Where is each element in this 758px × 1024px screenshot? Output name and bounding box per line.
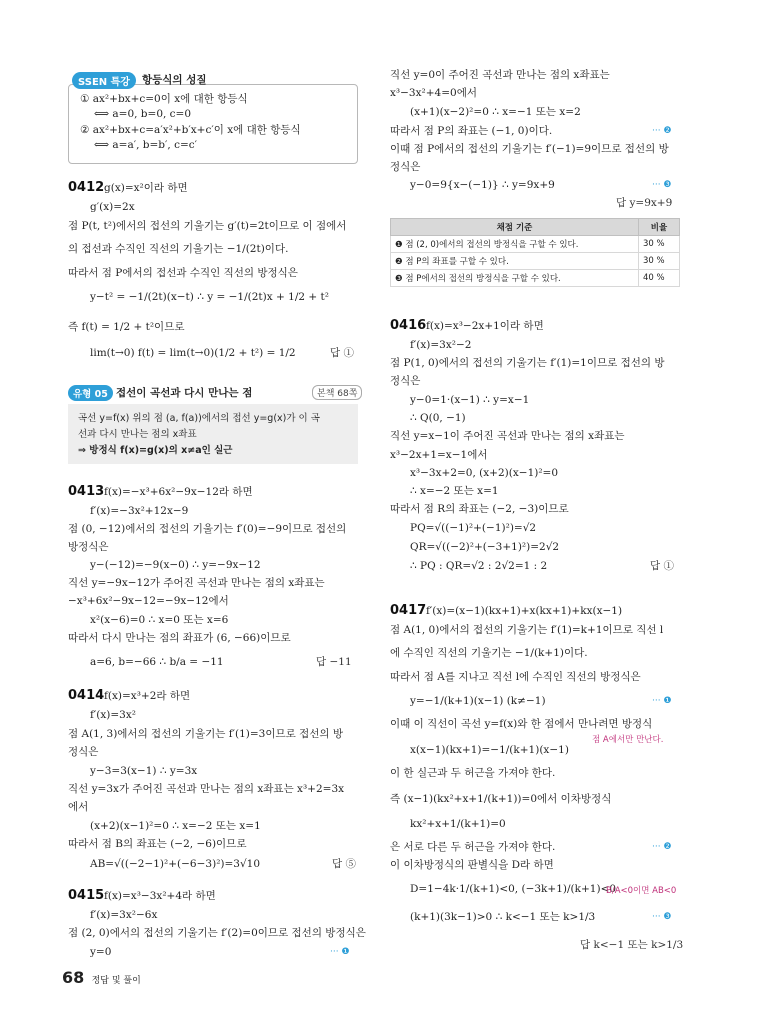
- solution-line: y−0=1·(x−1) ∴ y=x−1: [410, 394, 530, 406]
- page-number: 68: [62, 968, 85, 987]
- solution-line: x³−3x+2=0, (x+2)(x−1)²=0: [410, 467, 559, 479]
- solution-line: f′(x)=3x²−6x: [90, 909, 158, 921]
- problem-number: 0416: [390, 318, 427, 333]
- solution-line: f(x)=x³+2라 하면: [104, 690, 191, 702]
- solution-line: 점 P(1, 0)에서의 접선의 기울기는 f′(1)=1이므로 접선의 방: [390, 357, 665, 369]
- page-footer: [62, 968, 141, 987]
- solution-line: 의 접선과 수직인 직선의 기울기는 −1/(2t)이다.: [68, 243, 289, 255]
- grading-criterion: ❶ 점 (2, 0)에서의 접선의 방정식을 구할 수 있다.: [391, 236, 639, 253]
- summary-line: ⇒ 방정식 f(x)=g(x)의 x≠a인 실근: [78, 445, 233, 456]
- solution-line: 에서: [68, 801, 89, 813]
- solution-line: 정식은: [68, 746, 99, 758]
- solution-line: QR=√((−2)²+(−3+1)²)=2√2: [410, 541, 560, 553]
- summary-line: 곡선 y=f(x) 위의 점 (a, f(a))에서의 접선 y=g(x)가 이 곡: [78, 413, 320, 424]
- solution-line: f(x)=x³−2x+1이라 하면: [426, 320, 544, 332]
- grading-header-ratio: 비율: [639, 219, 680, 236]
- solution-line: 정식은: [390, 161, 421, 173]
- step-marker: ··· ❷: [652, 126, 672, 136]
- solution-line: ∴ PQ : QR=√2 : 2√2=1 : 2: [410, 560, 548, 572]
- grading-header-criterion: 채점 기준: [391, 219, 639, 236]
- solution-line: 점 (2, 0)에서의 접선의 기울기는 f′(2)=0이므로 접선의 방정식은: [68, 927, 366, 939]
- solution-line: 점 P(t, t²)에서의 접선의 기울기는 g′(t)=2t이므로 이 점에서: [68, 220, 347, 232]
- annotation-note: B/A<0이면 AB<0: [606, 886, 677, 896]
- answer: 답 ①: [330, 347, 354, 359]
- solution-line: x³−3x²+4=0에서: [390, 87, 477, 99]
- solution-line: 점 A(1, 0)에서의 접선의 기울기는 f′(1)=k+1이므로 직선 l: [390, 624, 664, 636]
- solution-line: 따라서 점 A를 지나고 직선 l에 수직인 직선의 방정식은: [390, 671, 641, 683]
- grading-ratio: 30 %: [639, 253, 680, 270]
- solution-line: 이 한 실근과 두 허근을 가져야 한다.: [390, 767, 556, 779]
- solution-line: ∴ x=−2 또는 x=1: [410, 485, 499, 497]
- solution-line: 따라서 다시 만나는 점의 좌표가 (6, −66)이므로: [68, 632, 291, 644]
- ssen-line: ⟺ a=a′, b=b′, c=c′: [94, 139, 198, 151]
- solution-line: 직선 y=−9x−12가 주어진 곡선과 만나는 점의 x좌표는: [68, 577, 325, 589]
- step-marker: ··· ❷: [652, 842, 672, 852]
- problem-number: 0413: [68, 484, 105, 499]
- solution-line: 이 이차방정식의 판별식을 D라 하면: [390, 859, 554, 871]
- step-marker: ··· ❶: [330, 947, 350, 957]
- solution-line: 즉 (x−1)(kx²+x+1/(k+1))=0에서 이차방정식: [390, 793, 612, 805]
- solution-line: 따라서 점 B의 좌표는 (−2, −6)이므로: [68, 838, 247, 850]
- solution-line: 점 (0, −12)에서의 접선의 기울기는 f′(0)=−9이므로 접선의: [68, 523, 347, 535]
- solution-line: 직선 y=0이 주어진 곡선과 만나는 점의 x좌표는: [390, 69, 610, 81]
- table-row: [391, 253, 680, 270]
- solution-line: y=−1/(k+1)(x−1) (k≠−1): [410, 695, 546, 707]
- solution-line: y−(−12)=−9(x−0) ∴ y=−9x−12: [90, 559, 261, 571]
- step-marker: ··· ❶: [652, 696, 672, 706]
- ssen-line: ① ax²+bx+c=0이 x에 대한 항등식: [80, 93, 248, 105]
- solution-line: g′(x)=2x: [90, 201, 135, 213]
- answer: 답 y=9x+9: [616, 197, 673, 209]
- solution-line: 직선 y=x−1이 주어진 곡선과 만나는 점의 x좌표는: [390, 430, 625, 442]
- grading-ratio: 30 %: [639, 236, 680, 253]
- reference-tag: 본책 68쪽: [312, 385, 362, 400]
- solution-line: 따라서 점 P에서의 접선과 수직인 직선의 방정식은: [68, 267, 298, 279]
- answer: 답 k<−1 또는 k>1/3: [580, 939, 684, 951]
- ssen-title: 항등식의 성질: [142, 74, 207, 86]
- solution-line: 에 수직인 직선의 기울기는 −1/(k+1)이다.: [390, 647, 588, 659]
- step-marker: ··· ❸: [652, 180, 672, 190]
- solution-line: 이때 이 직선이 곡선 y=f(x)와 한 점에서 만나려면 방정식: [390, 718, 653, 730]
- solution-line: (x+2)(x−1)²=0 ∴ x=−2 또는 x=1: [90, 820, 261, 832]
- solution-line: (x+1)(x−2)²=0 ∴ x=−1 또는 x=2: [410, 106, 581, 118]
- solution-line: (k+1)(3k−1)>0 ∴ k<−1 또는 k>1/3: [410, 911, 596, 923]
- solution-line: x(x−1)(kx+1)=−1/(k+1)(x−1): [410, 744, 569, 756]
- solution-line: D=1−4k·1/(k+1)<0, (−3k+1)/(k+1)<0: [410, 883, 617, 895]
- problem-number: 0417: [390, 603, 427, 618]
- grading-table: [390, 218, 680, 287]
- solution-line: y−3=3(x−1) ∴ y=3x: [90, 765, 198, 777]
- solution-line: 정식은: [390, 375, 421, 387]
- table-row: [391, 236, 680, 253]
- footer-label: 정답 및 풀이: [91, 976, 141, 986]
- solution-line: x³−2x+1=x−1에서: [390, 449, 488, 461]
- solution-line: y−t² = −1/(2t)(x−t) ∴ y = −1/(2t)x + 1/2 + t²: [90, 291, 329, 303]
- solution-line: 방정식은: [68, 541, 109, 553]
- solution-line: 따라서 점 R의 좌표는 (−2, −3)이므로: [390, 503, 569, 515]
- solution-line: f′(x)=3x²: [90, 709, 136, 721]
- solution-line: f′(x)=3x²−2: [410, 339, 472, 351]
- ssen-line: ② ax²+bx+c=a′x²+b′x+c′이 x에 대한 항등식: [80, 124, 301, 136]
- grading-criterion: ❷ 점 P의 좌표를 구할 수 있다.: [391, 253, 639, 270]
- solution-line: 은 서로 다른 두 허근을 가져야 한다.: [390, 841, 556, 853]
- solution-line: g(x)=x²이라 하면: [104, 182, 188, 194]
- grading-criterion: ❸ 점 P에서의 접선의 방정식을 구할 수 있다.: [391, 270, 639, 287]
- solution-line: f(x)=x³−3x²+4라 하면: [104, 890, 216, 902]
- solution-line: PQ=√((−1)²+(−1)²)=√2: [410, 522, 537, 534]
- grading-ratio: 40 %: [639, 270, 680, 287]
- step-marker: ··· ❸: [652, 912, 672, 922]
- answer: 답 ①: [650, 560, 674, 572]
- summary-line: 선과 다시 만나는 점의 x좌표: [78, 429, 197, 440]
- annotation-note: 점 A에서만 만난다.: [592, 735, 664, 745]
- solution-line: x²(x−6)=0 ∴ x=0 또는 x=6: [90, 614, 229, 626]
- solution-line: −x³+6x²−9x−12=−9x−12에서: [68, 595, 229, 607]
- solution-line: 이때 점 P에서의 접선의 기울기는 f′(−1)=9이므로 접선의 방: [390, 143, 669, 155]
- ssen-line: ⟺ a=0, b=0, c=0: [94, 108, 192, 120]
- type-title: 접선이 곡선과 다시 만나는 점: [116, 387, 253, 399]
- solution-line: f′(x)=(x−1)(kx+1)+x(kx+1)+kx(x−1): [426, 605, 623, 617]
- solution-line: kx²+x+1/(k+1)=0: [410, 818, 506, 830]
- type-badge: 유형 05: [68, 385, 113, 401]
- solution-line: ∴ Q(0, −1): [410, 412, 466, 424]
- problem-number: 0414: [68, 688, 105, 703]
- ssen-badge: SSEN 특강: [72, 72, 136, 89]
- problem-number: 0415: [68, 888, 105, 903]
- problem-number: 0412: [68, 180, 105, 195]
- solution-line: a=6, b=−66 ∴ b/a = −11: [90, 656, 224, 668]
- answer: 답 −11: [316, 656, 352, 668]
- table-row: [391, 270, 680, 287]
- solution-line: f′(x)=−3x²+12x−9: [90, 505, 189, 517]
- solution-line: y−0=9{x−(−1)} ∴ y=9x+9: [410, 179, 555, 191]
- solution-line: AB=√((−2−1)²+(−6−3)²)=3√10: [90, 858, 261, 870]
- solution-line: 점 A(1, 3)에서의 접선의 기울기는 f′(1)=3이므로 접선의 방: [68, 728, 344, 740]
- solution-line: f(x)=−x³+6x²−9x−12라 하면: [104, 486, 253, 498]
- solution-line: lim(t→0) f(t) = lim(t→0)(1/2 + t²) = 1/2: [90, 347, 296, 359]
- solution-line: 즉 f(t) = 1/2 + t²이므로: [68, 321, 185, 333]
- solution-line: 직선 y=3x가 주어진 곡선과 만나는 점의 x좌표는 x³+2=3x: [68, 783, 345, 795]
- solution-line: 따라서 점 P의 좌표는 (−1, 0)이다.: [390, 125, 553, 137]
- solution-line: y=0: [90, 946, 112, 958]
- answer: 답 ⑤: [332, 858, 356, 870]
